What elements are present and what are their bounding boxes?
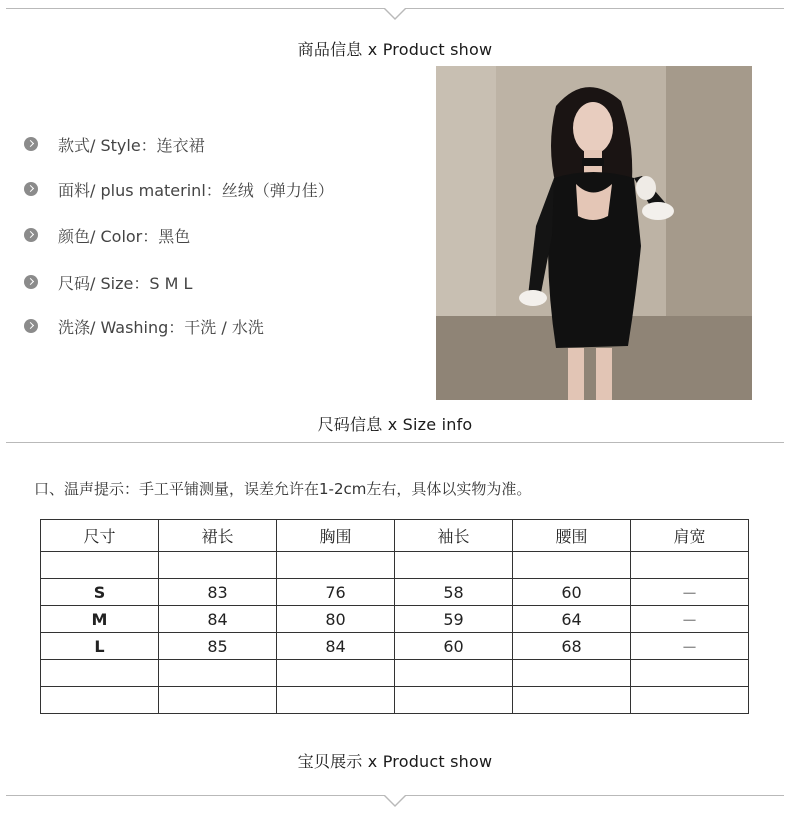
table-cell xyxy=(41,687,159,714)
attribute-size xyxy=(24,270,404,294)
chevron-right-circle-icon xyxy=(24,182,38,196)
attribute-material xyxy=(24,177,404,201)
size-info-title: 尺码信息 x Size info xyxy=(317,415,473,434)
table-cell xyxy=(159,687,277,714)
chevron-right-circle-icon xyxy=(24,228,38,242)
table-cell: 64 xyxy=(513,606,631,633)
table-cell: 80 xyxy=(277,606,395,633)
table-cell: 59 xyxy=(395,606,513,633)
table-cell: S xyxy=(41,579,159,606)
size-table xyxy=(40,519,749,714)
table-cell: 58 xyxy=(395,579,513,606)
product-show-title: 宝贝展示 x Product show xyxy=(297,752,493,771)
table-cell xyxy=(277,660,395,687)
table-cell xyxy=(277,552,395,579)
bottom-notch-fill xyxy=(384,794,406,805)
top-notch-fill xyxy=(384,7,406,18)
column-header: 肩宽 xyxy=(631,520,749,552)
table-cell: 60 xyxy=(513,579,631,606)
table-row xyxy=(41,606,749,633)
table-cell xyxy=(513,687,631,714)
model-illustration xyxy=(436,66,752,400)
table-row xyxy=(41,660,749,687)
attribute-label: 尺码/ Size：S M L xyxy=(58,273,193,293)
product-info-title: 商品信息 x Product show xyxy=(297,40,493,59)
table-cell xyxy=(631,660,749,687)
attribute-label: 面料/ plus materinl：丝绒（弹力佳） xyxy=(58,180,334,200)
attribute-label: 颜色/ Color：黑色 xyxy=(58,226,191,246)
table-cell: 85 xyxy=(159,633,277,660)
column-header: 尺寸 xyxy=(41,520,159,552)
table-cell xyxy=(395,687,513,714)
attribute-style xyxy=(24,132,404,156)
chevron-right-circle-icon xyxy=(24,319,38,333)
table-cell: L xyxy=(41,633,159,660)
table-cell: － xyxy=(631,579,749,606)
table-cell xyxy=(277,687,395,714)
table-row xyxy=(41,633,749,660)
table-header-row xyxy=(41,520,749,552)
product-photo xyxy=(436,66,752,400)
chevron-right-circle-icon xyxy=(24,275,38,289)
attribute-label: 洗涤/ Washing：干洗 / 水洗 xyxy=(58,317,264,337)
column-header: 腰围 xyxy=(513,520,631,552)
table-cell: － xyxy=(631,633,749,660)
table-cell xyxy=(159,552,277,579)
table-cell xyxy=(513,660,631,687)
table-cell: 84 xyxy=(277,633,395,660)
attribute-label: 款式/ Style：连衣裙 xyxy=(58,135,205,155)
table-cell: 76 xyxy=(277,579,395,606)
attribute-color xyxy=(24,223,404,247)
table-cell xyxy=(159,660,277,687)
table-cell xyxy=(41,552,159,579)
table-cell xyxy=(395,660,513,687)
table-cell xyxy=(395,552,513,579)
table-cell xyxy=(631,687,749,714)
table-cell xyxy=(41,660,159,687)
table-row xyxy=(41,552,749,579)
table-cell: － xyxy=(631,606,749,633)
table-row xyxy=(41,579,749,606)
table-cell: M xyxy=(41,606,159,633)
table-cell: 68 xyxy=(513,633,631,660)
column-header: 袖长 xyxy=(395,520,513,552)
table-cell xyxy=(631,552,749,579)
table-cell xyxy=(513,552,631,579)
measurement-note: 口、温声提示：手工平铺测量，误差允许在1-2cm左右，具体以实物为准。 xyxy=(34,480,532,498)
attribute-washing xyxy=(24,314,404,338)
table-row xyxy=(41,687,749,714)
table-cell: 84 xyxy=(159,606,277,633)
middle-divider xyxy=(6,442,784,443)
column-header: 胸围 xyxy=(277,520,395,552)
table-cell: 83 xyxy=(159,579,277,606)
table-cell: 60 xyxy=(395,633,513,660)
chevron-right-circle-icon xyxy=(24,137,38,151)
column-header: 裙长 xyxy=(159,520,277,552)
